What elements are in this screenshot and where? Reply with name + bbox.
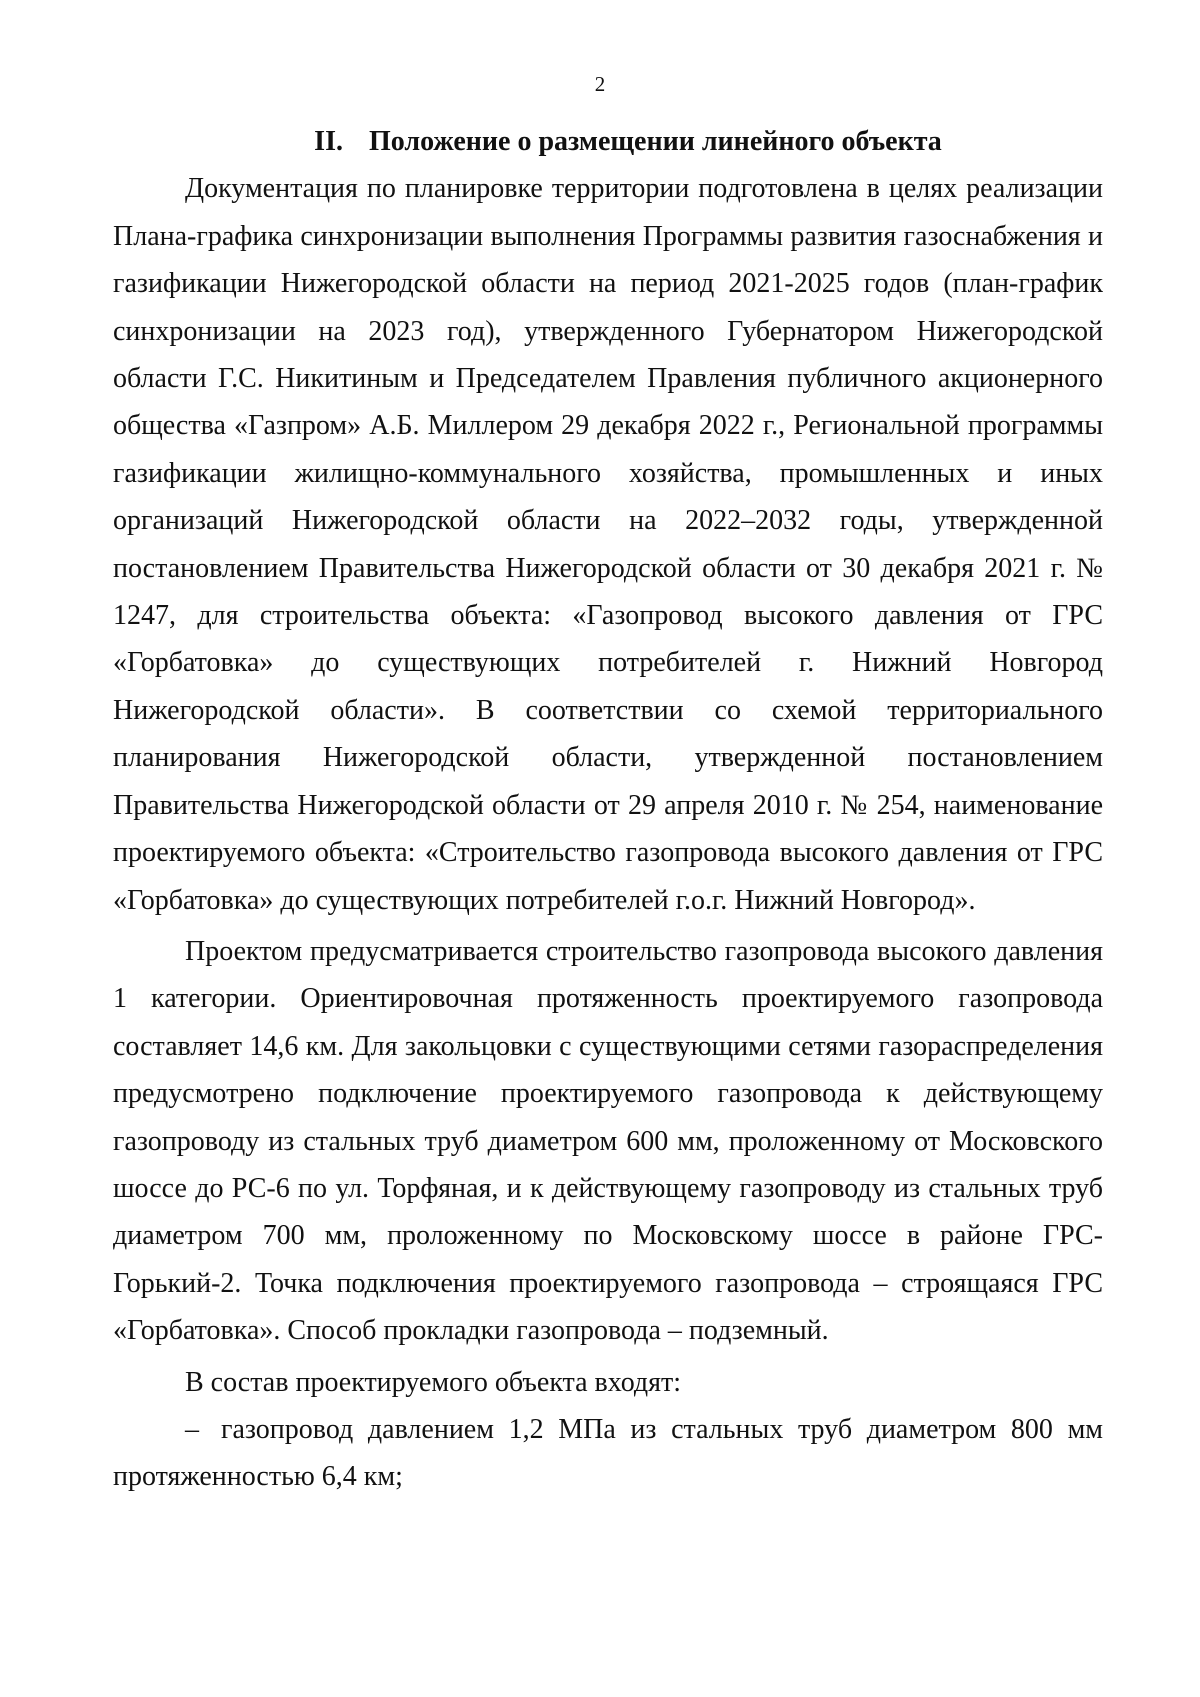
document-body	[113, 118, 1103, 1501]
page-number: 2	[594, 72, 606, 96]
list-item	[113, 1406, 1103, 1501]
paragraph-purpose: Документация по планировке территории подготовлена в целях реализации Плана-графика синхронизации выполнения Программы развития газоснабжения и газификации Нижегородской области на период 2021-2025 годов (план-график синхронизации на 2023 год), утвержденного Губернатором Нижегородской области Г.С. Никитиным и Председателем Правления публичного акционерного общества «Газпром» А.Б. Миллером 29 декабря 2022 г., Региональной программы газификации жилищно-коммунального хозяйства, промышленных и иных организаций Нижегородской области на 2022–2032 годы, утвержденной постановлением Правительства Нижегородской области от 30 декабря 2021 г. № 1247, для строительства объекта: «Газопровод высокого давления от ГРС «Горбатовка» до существующих потребителей г. Нижний Новгород Нижегородской области». В соответствии со схемой территориального планирования Нижегородской области, утвержденной постановлением Правительства Нижегородской области от 29 апреля 2010 г. № 254, наименование проектируемого объекта: «Строительство газопровода высокого давления от ГРС «Горбатовка» до существующих потребителей г.о.г. Нижний Новгород».	[113, 173, 1103, 916]
section-number: II.	[314, 126, 343, 157]
list-dash-marker: –	[185, 1413, 199, 1445]
section-title: Положение о размещении линейного объекта	[368, 126, 942, 157]
paragraph-composition-intro: В состав проектируемого объекта входят:	[185, 1366, 682, 1398]
paragraph-project-description: Проектом предусматривается строительство газопровода высокого давления 1 категории. Ориентировочная протяженность проектируемого газопровода составляет 14,6 км. Для закольцовки с существующими сетями газораспределения предусмотрено подключение проектируемого газопровода к действующему газопроводу из стальных труб диаметром 600 мм, проложенному от Московского шоссе до РС-6 по ул. Торфяная, и к действующему газопроводу из стальных труб диаметром 700 мм, проложенному по Московскому шоссе в районе ГРС-Горький-2. Точка подключения проектируемого газопровода – строящаяся ГРС «Горбатовка». Способ прокладки газопровода – подземный.	[113, 935, 1103, 1347]
list-item-text: газопровод давлением 1,2 МПа из стальных труб диаметром 800 мм протяженностью 6,4 км;	[113, 1413, 1103, 1493]
section-heading	[113, 118, 1103, 165]
